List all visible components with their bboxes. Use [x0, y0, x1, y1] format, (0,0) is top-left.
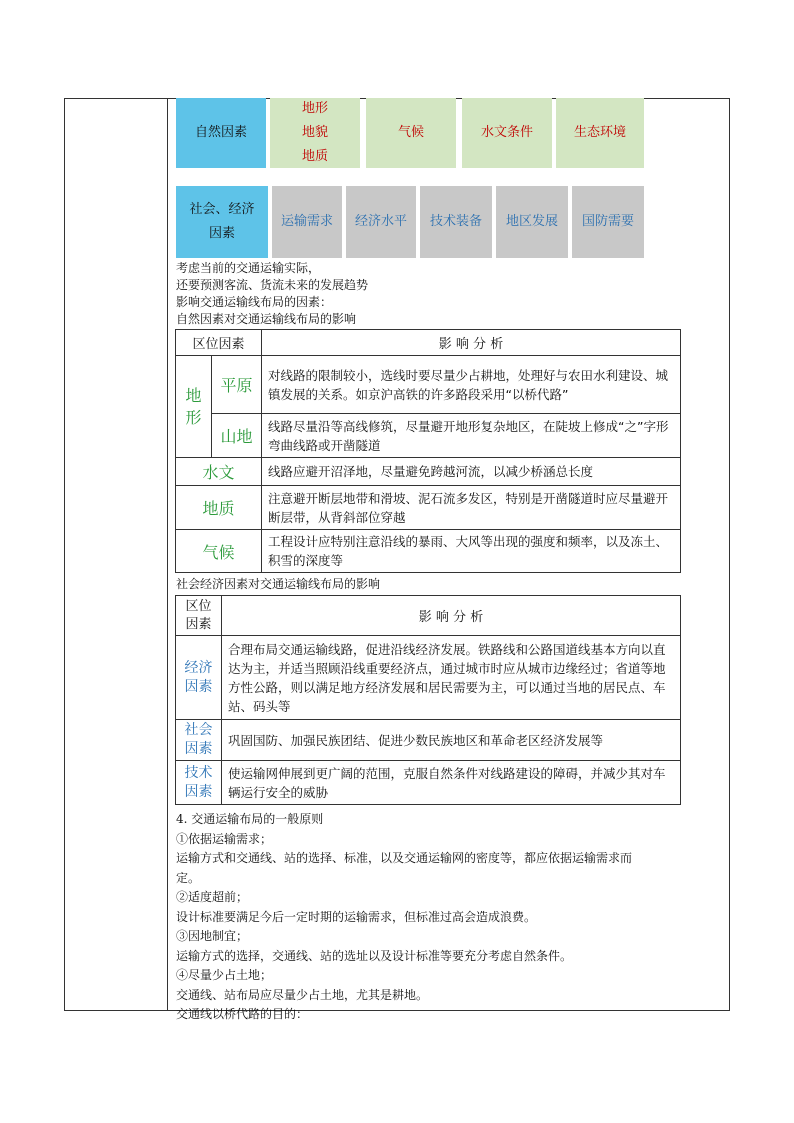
table2-col1-header	[176, 596, 222, 636]
plain-analysis: 对线路的限制较小，选线时要尽量少占耕地，处理好与农田水利建设、城镇发展的关系。如京沪高铁的许多路段采用“以桥代路”	[262, 356, 681, 414]
natural-item-terrain-line: 地形	[301, 101, 328, 116]
geology-label: 地质	[176, 486, 262, 530]
social-item-transport-demand	[272, 186, 342, 258]
mountain-analysis: 线路尽量沿等高线修筑，尽量避开地形复杂地区，在陡坡上修成“之”字形弯曲线路或开凿隧道	[262, 414, 681, 458]
social-factors-head-line: 社会、经济	[189, 202, 255, 217]
terrain-label-text: 地形	[185, 385, 202, 427]
natural-item-terrain-line: 地貌	[301, 125, 328, 140]
social-factors-head	[176, 186, 268, 258]
social-item-national-defense	[572, 186, 644, 258]
social-item-label: 地区发展	[505, 214, 558, 229]
principle-heading: 交通线以桥代路的目的：	[176, 1007, 309, 1021]
table2-col1-header-line: 区位	[185, 598, 212, 614]
note-line: 社会经济因素对交通运输线布局的影响	[176, 577, 381, 591]
principle-text: 设计标准要满足今后一定时期的运输需求，但标准过高会造成浪费。	[176, 909, 537, 924]
note-line: 考虑当前的交通运输实际，	[176, 261, 321, 275]
principle-heading: ①依据运输需求；	[176, 831, 273, 846]
economic-label-line: 经济	[184, 659, 213, 676]
tech-label-line: 因素	[184, 783, 213, 800]
table2-col2-header: 影 响 分 析	[222, 596, 681, 636]
geology-analysis: 注意避开断层地带和滑坡、泥石流多发区，特别是开凿隧道时应尽量避开断层带，从背斜部位穿越	[262, 486, 681, 530]
social-label-line: 因素	[184, 741, 213, 757]
natural-item-terrain	[270, 98, 360, 168]
social-item-regional-development	[496, 186, 568, 258]
natural-factors-head	[176, 98, 266, 168]
table1-col2-header: 影 响 分 析	[262, 330, 681, 356]
principle-text: 运输方式和交通线、站的选择、标准，以及交通运输网的密度等，都应依据运输需求而	[176, 851, 633, 865]
social-item-label: 经济水平	[354, 214, 407, 229]
natural-item-ecology	[556, 98, 644, 168]
table2-col1-header-line: 因素	[185, 616, 212, 632]
natural-factors-head-label: 自然因素	[194, 125, 247, 140]
economic-label-line: 因素	[184, 678, 213, 695]
natural-item-climate-label: 气候	[397, 125, 424, 140]
tech-label-line: 技术	[184, 764, 213, 781]
hydrology-analysis: 线路应避开沼泽地，尽量避免跨越河流，以减少桥涵总长度	[262, 458, 681, 486]
economic-label	[176, 636, 222, 720]
principle-heading: ②适度超前；	[176, 890, 249, 904]
natural-factors-table	[175, 329, 681, 573]
economic-analysis: 合理布局交通运输线路，促进沿线经济发展。铁路线和公路国道线基本方向以直达为主，并适当照顾沿线重要经济点，通过城市时应从城市边缘经过；省道等地方性公路，则以满足地方经济发展和居民需要为主，可以通过当地的居民点、车站、码头等	[222, 636, 681, 720]
social-item-economy-level	[346, 186, 416, 258]
climate-label: 气候	[176, 530, 262, 573]
natural-item-hydrology-label: 水文条件	[480, 125, 533, 140]
column-divider	[167, 99, 168, 1010]
natural-item-climate	[366, 98, 456, 168]
plain-label: 平原	[212, 356, 262, 414]
note-line: 影响交通运输线布局的因素：	[176, 295, 333, 309]
terrain-label	[176, 356, 212, 458]
social-factors-table	[175, 595, 681, 805]
tech-analysis: 使运输网伸展到更广阔的范围，克服自然条件对线路建设的障碍，并减少其对车辆运行安全的威胁	[222, 761, 681, 805]
natural-item-ecology-label: 生态环境	[573, 125, 626, 140]
principle-heading: ④尽量少占土地；	[176, 968, 273, 982]
note-line: 还要预测客流、货流未来的发展趋势	[176, 278, 369, 292]
natural-item-terrain-line: 地质	[301, 149, 328, 164]
social-item-label: 运输需求	[280, 214, 333, 229]
social-item-tech-equipment	[420, 186, 492, 258]
social-factors-head-line: 因素	[208, 226, 235, 241]
social-item-label: 国防需要	[581, 214, 634, 229]
principle-text: 交通线、站布局应尽量少占土地，尤其是耕地。	[176, 987, 429, 1002]
social-label-line: 社会	[184, 722, 213, 738]
social-label	[176, 720, 222, 761]
table1-col1-header: 区位因素	[176, 330, 262, 356]
principles-section	[176, 810, 760, 1025]
social-analysis: 巩固国防、加强民族团结、促进少数民族地区和革命老区经济发展等	[222, 720, 681, 761]
principle-text: 定。	[176, 870, 201, 885]
principles-title: 4. 交通运输布局的一般原则	[176, 812, 324, 826]
principle-heading: ③因地制宜；	[176, 929, 249, 943]
natural-item-hydrology	[462, 98, 552, 168]
note-line: 自然因素对交通运输线布局的影响	[176, 312, 357, 326]
principle-text: 运输方式的选择，交通线、站的选址以及设计标准等要充分考虑自然条件。	[176, 948, 573, 963]
hydrology-label: 水文	[176, 458, 262, 486]
tech-label	[176, 761, 222, 805]
climate-analysis: 工程设计应特别注意沿线的暴雨、大风等出现的强度和频率，以及冻土、积雪的深度等	[262, 530, 681, 573]
mountain-label: 山地	[212, 414, 262, 458]
social-item-label: 技术装备	[429, 214, 482, 229]
